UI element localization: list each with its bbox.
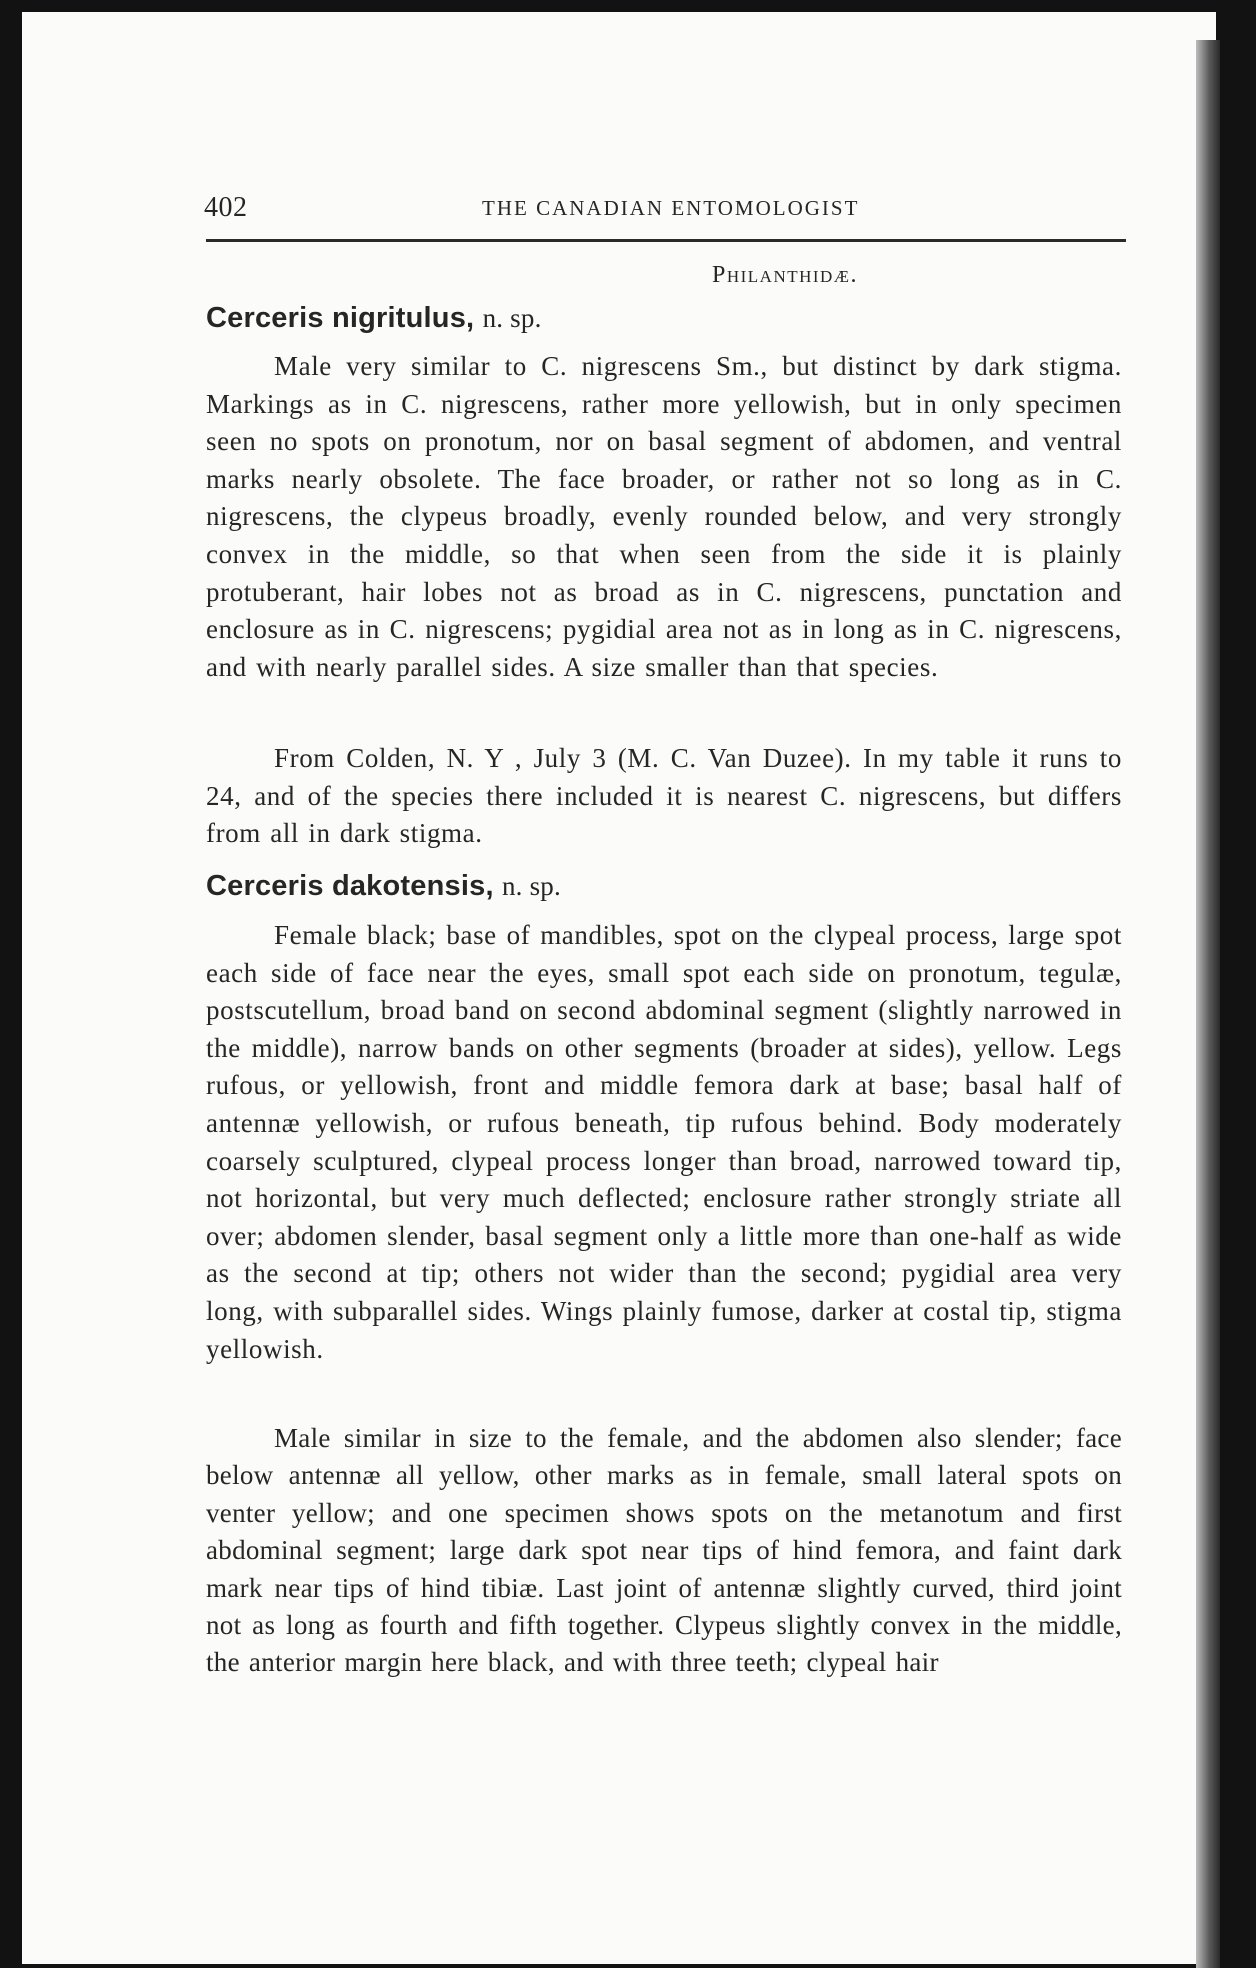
species-name: Cerceris nigritulus, — [206, 302, 475, 334]
header-rule — [206, 239, 1126, 242]
female-description-paragraph: Female black; base of mandibles, spot on the clypeal process, large spot each side of face near the eyes, small spot each side on pronotum, tegulæ, postscutellum, broad band on second abdominal segment (slightly narrowed in the middle), narrow bands on other segments (broader at sides), yellow. Legs rufous, or yellowish, front and middle femora dark at base; basal half of antennæ yellowish, or rufous beneath, tip rufous behind. Body moderately coarsely sculptured, clypeal process longer than broad, narrowed toward tip, not horizontal, but very much deflected; enclosure rather strongly striate all over; abdomen slender, basal segment only a little more than one-half as wide as the second at tip; others not wider than the second; pygidial area very long, with subparallel sides. Wings plainly fumose, darker at costal tip, stigma yellowish. — [206, 920, 1122, 1364]
journal-title: THE CANADIAN ENTOMOLOGIST — [482, 196, 860, 220]
species-designation: n. sp. — [482, 303, 542, 333]
species-heading-dakotensis — [206, 870, 561, 903]
species-name: Cerceris dakotensis, — [206, 870, 494, 902]
male-description-paragraph: Male similar in size to the female, and the abdomen also slender; face below antennæ all yellow, other marks as in female, small lateral spots on venter yellow; and one specimen shows spots on the metanotum and first abdominal segment; large dark spot near tips of hind femora, and faint dark mark near tips of hind tibiæ. Last joint of antennæ slightly curved, third joint not as long as fourth and fifth together. Clypeus slightly convex in the middle, the anterior margin here black, and with three teeth; clypeal hair — [206, 1423, 1122, 1678]
description-paragraph: Male very similar to C. nigrescens Sm., but distinct by dark stigma. Markings as in C. nigrescens, rather more yellowish, but in only specimen seen no spots on pronotum, nor on basal segment of abdomen, and ventral marks nearly obsolete. The face broader, or rather not so long as in C. nigrescens, the clypeus broadly, evenly rounded below, and very strongly convex in the middle, so that when seen from the side it is plainly protuberant, hair lobes not as broad as in C. nigrescens, punctation and enclosure as in C. nigrescens; pygidial area not as in long as in C. nigrescens, and with nearly parallel sides. A size smaller than that species. — [206, 351, 1122, 682]
running-head — [204, 192, 1130, 232]
species-designation: n. sp. — [501, 871, 561, 901]
species-heading-nigritulus — [206, 302, 542, 335]
page-number: 402 — [204, 192, 248, 223]
family-heading: Philanthidæ. — [712, 262, 858, 288]
book-page — [22, 12, 1216, 1964]
locality-paragraph: From Colden, N. Y , July 3 (M. C. Van Duzee). In my table it runs to 24, and of the species there included it is nearest C. nigrescens, but differs from all in dark stigma. — [206, 743, 1122, 849]
binding-shadow — [1196, 40, 1220, 1968]
